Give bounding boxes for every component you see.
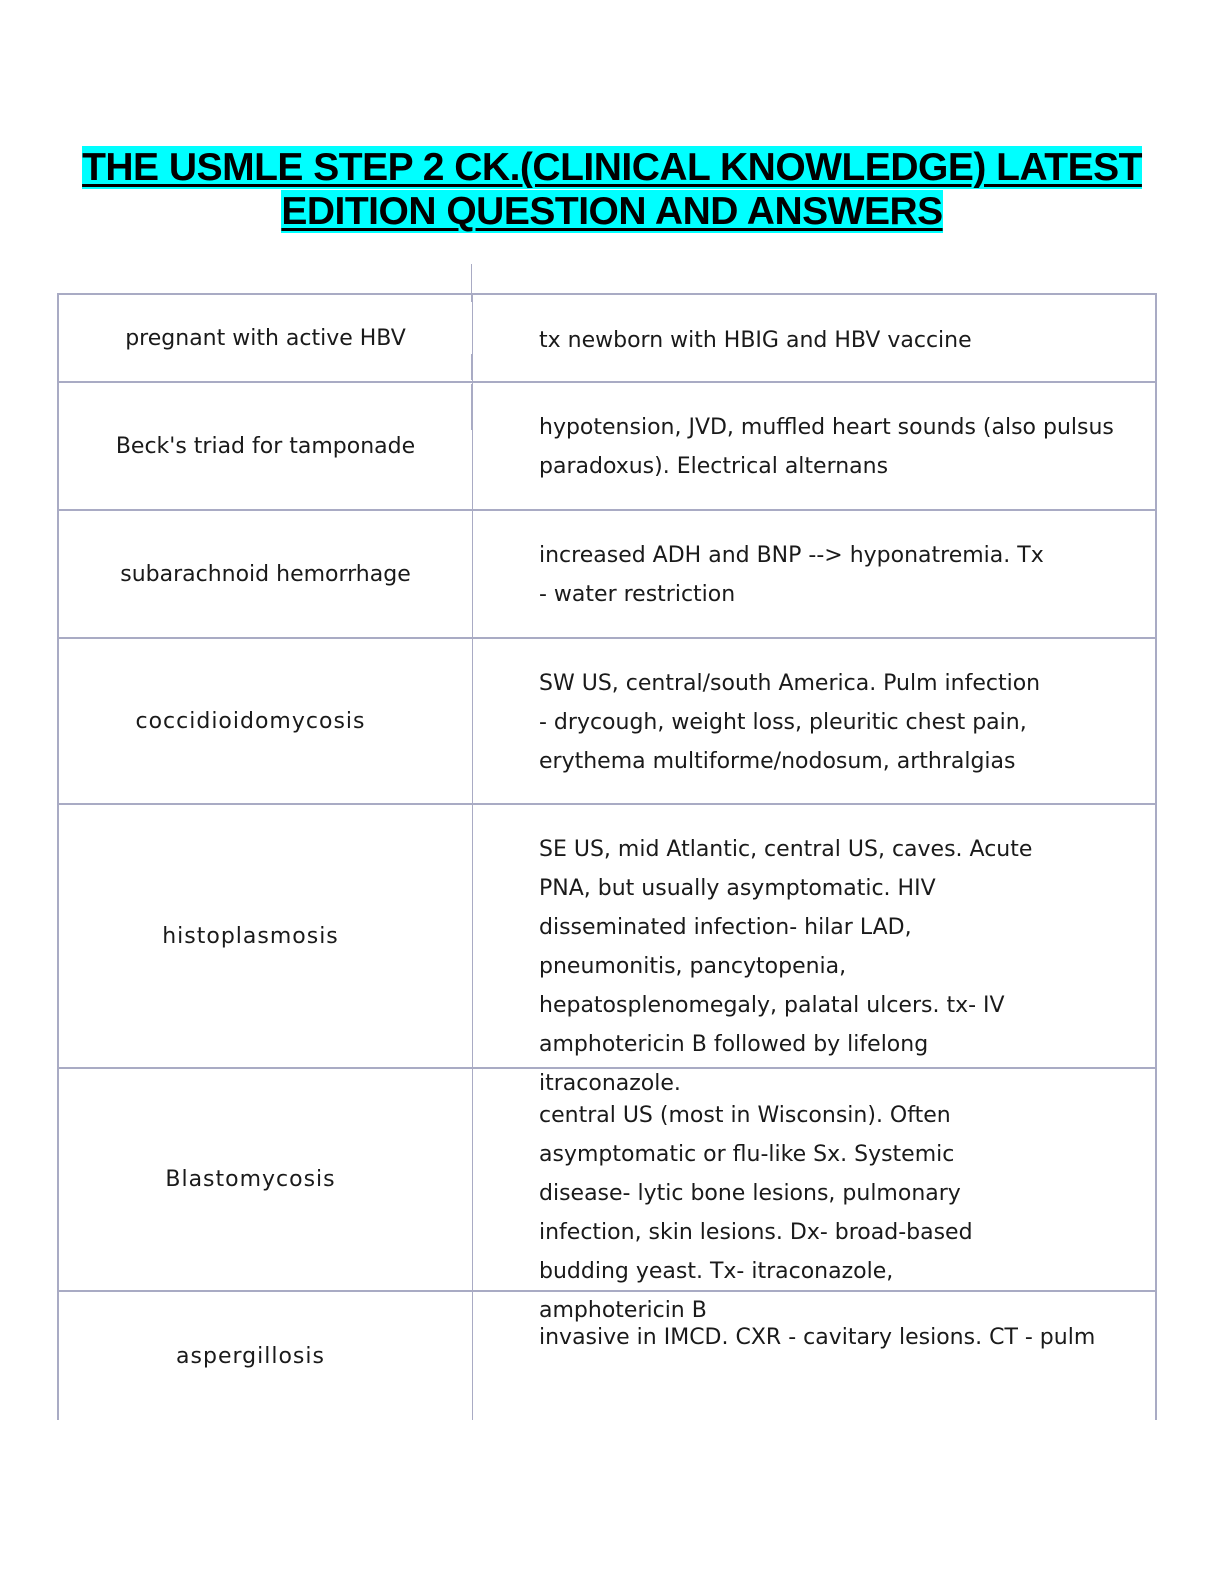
table-row: [59, 1069, 1155, 1323]
title-line-2: EDITION QUESTION AND ANSWERS: [281, 190, 943, 233]
table-row: [59, 295, 1155, 383]
qa-table: [57, 293, 1157, 1420]
answer-cell: hypotension, JVD, muffled heart sounds (also pulsus paradoxus). Electrical alternans: [539, 415, 1114, 479]
question-cell: coccidioidomycosis: [59, 639, 473, 803]
answer-cell: increased ADH and BNP --> hyponatremia. Tx - water restriction: [539, 543, 1044, 607]
answer-cell: SE US, mid Atlantic, central US, caves. Acute PNA, but usually asymptomatic. HIV disseminated infection- hilar LAD, pneumonitis, pancytopenia, hepatosplenomegaly, palatal ulcers. tx- IV amphotericin B followed by lifelong itraconazole.: [539, 837, 1033, 1096]
table-row: [59, 805, 1155, 1096]
question-cell: Beck's triad for tamponade: [59, 383, 473, 509]
document-title: [40, 146, 1184, 234]
question-cell: Blastomycosis: [59, 1069, 473, 1290]
answer-cell: central US (most in Wisconsin). Often asymptomatic or flu-like Sx. Systemic disease- lytic bone lesions, pulmonary infection, skin lesions. Dx- broad-based budding yeast. Tx- itraconazole, amphotericin B: [539, 1103, 973, 1323]
answer-cell: invasive in IMCD. CXR - cavitary lesions. CT - pulm: [539, 1325, 1096, 1350]
question-cell: subarachnoid hemorrhage: [59, 511, 473, 637]
table-row: [59, 383, 1155, 511]
answer-cell: SW US, central/south America. Pulm infection - drycough, weight loss, pleuritic chest pain, erythema multiforme/nodosum, arthralgias: [539, 671, 1041, 774]
question-cell: pregnant with active HBV: [59, 295, 473, 381]
question-cell: aspergillosis: [59, 1292, 473, 1420]
question-cell: histoplasmosis: [59, 805, 473, 1067]
title-line-1: THE USMLE STEP 2 CK.(CLINICAL KNOWLEDGE) LATEST: [82, 146, 1142, 189]
answer-cell: tx newborn with HBIG and HBV vaccine: [539, 328, 972, 353]
table-row: [59, 1292, 1155, 1420]
table-row: [59, 511, 1155, 639]
table-row: [59, 639, 1155, 805]
